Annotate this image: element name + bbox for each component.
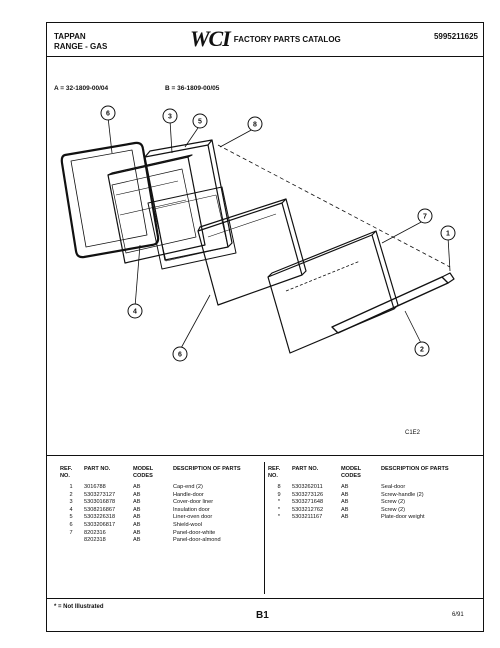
exploded-door-diagram [50, 95, 480, 450]
model-b: B = 36-1809-00/05 [165, 85, 220, 92]
header-model-codes: MODEL CODES [133, 466, 154, 479]
header-ref-no: REF. NO. [60, 466, 73, 479]
footer-rule [46, 598, 484, 599]
parts-table-left [60, 466, 243, 545]
not-illustrated-note: * = Not Illustrated [54, 604, 104, 610]
product-category: RANGE - GAS [54, 42, 108, 51]
table-row: 3 5303016878 AB Cover-door liner [69, 499, 214, 506]
table-divider [264, 462, 265, 594]
header-description: DESCRIPTION OF PARTS [173, 466, 241, 472]
wci-logo: WCI [190, 26, 230, 51]
table-row: 1 3016788 AB Cap-end (2) [69, 484, 203, 490]
callout-1: 1 [446, 230, 450, 238]
header-part-no: PART NO. [84, 466, 111, 472]
table-row: 9 5303273126 AB Screw-handle (2) [277, 491, 424, 498]
page-number: B1 [256, 610, 269, 621]
header-left [54, 32, 107, 52]
catalog-title: FACTORY PARTS CATALOG [233, 34, 341, 44]
door-handle [332, 277, 448, 333]
callout-6-seal: 6 [106, 110, 110, 118]
callout-8: 8 [253, 121, 257, 129]
table-row: 5 5303226318 AB Liner-oven door [69, 514, 213, 521]
callout-2: 2 [420, 346, 424, 354]
table-row: 2 5303273127 AB Handle-door [69, 491, 204, 498]
callout-6-panel: 6 [178, 351, 182, 359]
callout-5: 5 [198, 118, 202, 126]
middle-door-panel [198, 203, 302, 305]
table-row: * 5303271648 AB Screw (2) [277, 499, 405, 506]
revision-date: 6/91 [452, 612, 464, 618]
table-top-rule [46, 455, 484, 456]
header-part-no: PART NO. [292, 466, 319, 472]
callout-3: 3 [168, 113, 172, 121]
table-row: 8202318 AB Panel-door-almond [84, 537, 221, 544]
outer-door-panel [268, 235, 394, 353]
header-model-codes: MODEL CODES [341, 466, 362, 479]
callout-4: 4 [133, 308, 137, 316]
table-row: 8 5303262011 AB Seal-door [277, 484, 406, 490]
inner-panel [148, 187, 236, 269]
model-a: A = 32-1809-00/04 [54, 85, 109, 92]
header-description: DESCRIPTION OF PARTS [381, 466, 449, 472]
diagram-code: C1E2 [405, 430, 421, 436]
table-row: 4 5308216867 AB Insulation door [69, 506, 210, 513]
callout-7: 7 [423, 213, 427, 221]
parts-rows-left [60, 484, 243, 545]
catalog-logo [190, 26, 341, 52]
document-number: 5995211625 [433, 32, 478, 41]
table-row: 6 5303206817 AB Shield-wool [69, 521, 202, 528]
brand-name: TAPPAN [54, 32, 86, 41]
table-row: * 5303211167 AB Plate-door weight [277, 514, 425, 521]
parts-table-right [268, 466, 451, 522]
parts-rows-right [268, 484, 451, 522]
header-ref-no: REF. NO. [268, 466, 281, 479]
table-row: * 5303212762 AB Screw (2) [277, 506, 405, 513]
table-row: 7 8202316 AB Panel-door-white [69, 529, 216, 536]
header-rule [46, 56, 484, 57]
